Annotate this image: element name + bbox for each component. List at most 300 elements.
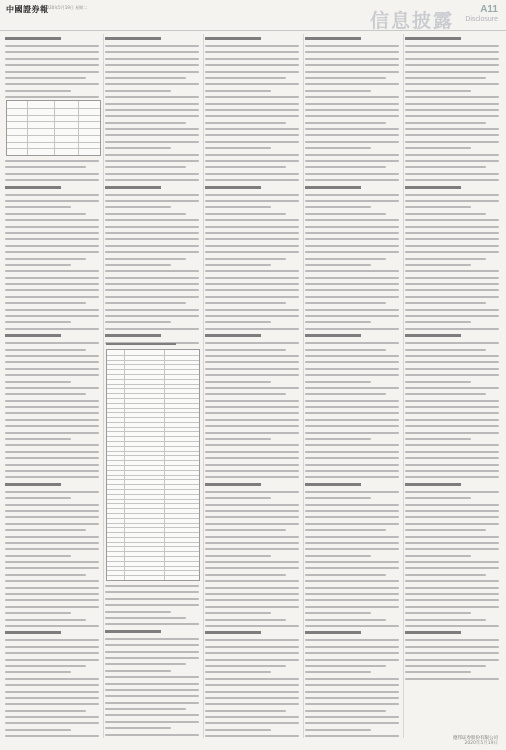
- text-line: [205, 419, 299, 421]
- text-line: [205, 194, 299, 196]
- text-line: [405, 464, 499, 466]
- text-line: [205, 697, 299, 699]
- table-row-rule: [107, 532, 199, 533]
- text-line: [105, 45, 199, 47]
- text-line: [105, 708, 186, 710]
- text-line: [105, 103, 199, 105]
- text-line: [5, 393, 86, 395]
- text-line: [5, 270, 99, 272]
- text-line: [205, 470, 299, 472]
- text-line: [305, 302, 386, 304]
- text-line: [305, 716, 399, 718]
- text-line: [305, 349, 386, 351]
- text-line: [405, 166, 486, 168]
- text-line: [205, 160, 299, 162]
- text-line: [405, 206, 471, 208]
- text-line: [305, 393, 386, 395]
- text-line: [205, 355, 299, 357]
- table-row-rule: [107, 470, 199, 471]
- text-line: [205, 37, 261, 40]
- table-row-rule: [107, 398, 199, 399]
- text-line: [205, 567, 299, 569]
- text-line: [405, 109, 499, 111]
- text-line: [5, 587, 99, 589]
- text-line: [405, 438, 471, 440]
- text-line: [305, 194, 399, 196]
- table-row-rule: [107, 503, 199, 504]
- text-line: [305, 697, 399, 699]
- text-line: [405, 580, 499, 582]
- text-line: [305, 374, 399, 376]
- text-line: [305, 612, 371, 614]
- text-line: [405, 232, 499, 234]
- text-line: [5, 51, 99, 53]
- text-line: [305, 510, 399, 512]
- text-line: [105, 714, 199, 716]
- text-line: [105, 623, 199, 625]
- table-row-rule: [107, 542, 199, 543]
- text-line: [205, 639, 299, 641]
- text-line: [5, 77, 86, 79]
- text-line: [405, 574, 486, 576]
- text-line: [5, 555, 71, 557]
- text-line: [5, 64, 99, 66]
- text-line: [5, 464, 99, 466]
- text-line: [405, 476, 499, 478]
- text-line: [205, 523, 299, 525]
- table-row-rule: [107, 408, 199, 409]
- text-line: [405, 400, 499, 402]
- text-line: [205, 491, 299, 493]
- table-row-rule: [107, 508, 199, 509]
- text-line: [205, 64, 299, 66]
- text-line: [405, 179, 499, 181]
- text-line: [205, 561, 299, 563]
- text-line: [305, 109, 399, 111]
- text-line: [305, 238, 399, 240]
- text-line: [205, 296, 299, 298]
- text-line: [305, 659, 399, 661]
- text-line: [305, 154, 399, 156]
- table-row-rule: [107, 479, 199, 480]
- text-line: [205, 245, 299, 247]
- text-line: [305, 703, 399, 705]
- text-line: [105, 321, 171, 323]
- text-line: [305, 710, 386, 712]
- text-line: [205, 368, 299, 370]
- text-line: [5, 483, 61, 486]
- text-line: [105, 644, 199, 646]
- table-col-rule: [124, 350, 125, 580]
- text-line: [205, 625, 299, 627]
- table-row-rule: [107, 360, 199, 361]
- data-table-1: [6, 100, 101, 156]
- text-line: [105, 128, 199, 130]
- text-line: [405, 561, 499, 563]
- text-line: [105, 245, 199, 247]
- text-line: [405, 45, 499, 47]
- text-line: [205, 722, 299, 724]
- text-line: [205, 393, 286, 395]
- text-line: [5, 504, 99, 506]
- text-line: [205, 128, 299, 130]
- newspaper-masthead: 中國證券報: [6, 4, 49, 14]
- text-line: [5, 381, 71, 383]
- page-subtitle: Disclosure: [465, 16, 498, 23]
- text-line: [305, 652, 399, 654]
- text-line: [405, 444, 499, 446]
- text-line: [405, 393, 486, 395]
- text-line: [5, 432, 99, 434]
- text-line: [105, 213, 186, 215]
- text-line: [5, 96, 99, 98]
- text-line: [205, 665, 286, 667]
- text-line: [205, 671, 271, 673]
- text-line: [5, 716, 99, 718]
- text-line: [305, 631, 361, 634]
- text-line: [5, 652, 99, 654]
- page-footer: [348, 736, 498, 746]
- text-line: [305, 561, 399, 563]
- text-line: [305, 134, 399, 136]
- text-line: [405, 173, 499, 175]
- text-line: [205, 283, 299, 285]
- text-line: [5, 451, 99, 453]
- table-row-rule: [107, 494, 199, 495]
- text-line: [205, 412, 299, 414]
- text-line: [205, 476, 299, 478]
- text-line: [305, 251, 399, 253]
- text-line: [405, 542, 499, 544]
- text-line: [305, 536, 399, 538]
- text-line: [305, 671, 371, 673]
- text-line: [205, 321, 271, 323]
- text-line: [305, 381, 371, 383]
- text-line: [205, 659, 299, 661]
- text-line: [105, 64, 199, 66]
- text-line: [305, 83, 399, 85]
- table-row-rule: [107, 551, 199, 552]
- text-line: [5, 523, 99, 525]
- text-line: [405, 457, 499, 459]
- text-line: [205, 716, 299, 718]
- text-line: [305, 206, 371, 208]
- text-line: [5, 361, 99, 363]
- text-line: [105, 585, 199, 587]
- text-line: [405, 406, 499, 408]
- text-line: [205, 451, 299, 453]
- table-caption: [106, 343, 176, 345]
- table-row-rule: [107, 412, 199, 413]
- text-line: [105, 71, 199, 73]
- text-line: [405, 103, 499, 105]
- text-line: [105, 122, 186, 124]
- text-line: [105, 219, 199, 221]
- text-line: [405, 606, 499, 608]
- text-line: [5, 251, 99, 253]
- text-line: [405, 652, 499, 654]
- data-table-2: [106, 349, 200, 581]
- text-line: [105, 676, 199, 678]
- text-line: [405, 497, 471, 499]
- text-line: [5, 400, 99, 402]
- text-line: [105, 232, 199, 234]
- text-line: [405, 646, 499, 648]
- text-line: [5, 368, 99, 370]
- text-line: [205, 232, 299, 234]
- text-line: [405, 432, 499, 434]
- text-line: [105, 657, 199, 659]
- text-line: [405, 58, 499, 60]
- text-line: [5, 309, 99, 311]
- text-line: [5, 45, 99, 47]
- text-line: [105, 226, 199, 228]
- text-line: [405, 665, 486, 667]
- text-line: [305, 51, 399, 53]
- text-line: [305, 166, 386, 168]
- table-row-rule: [107, 379, 199, 380]
- text-line: [205, 691, 299, 693]
- text-line: [405, 186, 461, 189]
- text-line: [105, 663, 186, 665]
- text-line: [5, 166, 86, 168]
- text-line: [105, 134, 199, 136]
- table-row-rule: [107, 403, 199, 404]
- text-line: [305, 122, 386, 124]
- text-line: [305, 258, 386, 260]
- table-row-rule: [107, 431, 199, 432]
- text-line: [105, 683, 199, 685]
- text-line: [205, 270, 299, 272]
- table-row-rule: [107, 527, 199, 528]
- table-row-rule: [107, 374, 199, 375]
- text-line: [205, 432, 299, 434]
- text-line: [405, 309, 499, 311]
- text-line: [105, 206, 171, 208]
- text-line: [205, 425, 299, 427]
- text-line: [205, 251, 299, 253]
- table-row-rule: [107, 489, 199, 490]
- text-line: [405, 523, 499, 525]
- table-row-rule: [107, 570, 199, 571]
- text-line: [5, 567, 99, 569]
- text-line: [405, 258, 486, 260]
- text-line: [405, 128, 499, 130]
- text-line: [205, 147, 271, 149]
- text-line: [405, 361, 499, 363]
- text-line: [305, 406, 399, 408]
- text-line: [305, 470, 399, 472]
- text-line: [205, 226, 299, 228]
- text-line: [205, 444, 299, 446]
- text-line: [305, 226, 399, 228]
- text-line: [405, 200, 499, 202]
- text-line: [105, 194, 199, 196]
- table-row-rule: [107, 484, 199, 485]
- text-line: [205, 510, 299, 512]
- text-line: [5, 639, 99, 641]
- text-line: [305, 361, 399, 363]
- text-line: [305, 587, 399, 589]
- text-line: [405, 219, 499, 221]
- text-line: [305, 504, 399, 506]
- text-line: [5, 612, 71, 614]
- text-line: [5, 631, 61, 634]
- text-line: [5, 334, 61, 337]
- text-line: [305, 270, 399, 272]
- text-line: [305, 77, 386, 79]
- text-line: [305, 321, 371, 323]
- text-line: [5, 619, 86, 621]
- text-line: [205, 109, 299, 111]
- text-line: [405, 251, 499, 253]
- text-line: [405, 315, 499, 317]
- text-line: [5, 444, 99, 446]
- text-line: [5, 264, 71, 266]
- text-line: [5, 457, 99, 459]
- table-row-rule: [107, 384, 199, 385]
- text-line: [405, 270, 499, 272]
- text-line: [405, 374, 499, 376]
- text-line: [105, 598, 199, 600]
- text-line: [405, 194, 499, 196]
- text-line: [205, 587, 299, 589]
- text-line: [305, 684, 399, 686]
- text-line: [305, 476, 399, 478]
- text-line: [205, 406, 299, 408]
- text-line: [405, 334, 461, 337]
- text-line: [205, 735, 299, 737]
- text-line: [305, 58, 399, 60]
- text-line: [205, 593, 299, 595]
- text-line: [5, 328, 99, 330]
- text-line: [405, 71, 499, 73]
- text-line: [205, 334, 261, 337]
- text-line: [405, 659, 499, 661]
- page-number: A11: [480, 4, 498, 15]
- text-line: [405, 96, 499, 98]
- text-line: [205, 179, 299, 181]
- text-line: [305, 729, 371, 731]
- text-line: [5, 593, 99, 595]
- text-line: [205, 438, 271, 440]
- text-line: [205, 483, 261, 486]
- table-col-rule: [78, 101, 79, 155]
- text-line: [405, 160, 499, 162]
- text-line: [5, 735, 99, 737]
- text-line: [5, 703, 99, 705]
- text-line: [5, 232, 99, 234]
- text-line: [105, 251, 199, 253]
- text-line: [105, 96, 199, 98]
- text-line: [405, 504, 499, 506]
- text-line: [405, 587, 499, 589]
- text-line: [5, 438, 71, 440]
- text-line: [205, 328, 299, 330]
- text-line: [5, 491, 99, 493]
- text-line: [5, 729, 71, 731]
- table-row-rule: [107, 561, 199, 562]
- text-line: [5, 412, 99, 414]
- table-row-rule: [107, 422, 199, 423]
- text-line: [205, 122, 286, 124]
- text-line: [405, 625, 499, 627]
- table-row-rule: [107, 460, 199, 461]
- text-line: [405, 671, 471, 673]
- text-line: [305, 639, 399, 641]
- text-line: [405, 245, 499, 247]
- text-line: [305, 128, 399, 130]
- text-line: [5, 355, 99, 357]
- text-line: [305, 368, 399, 370]
- text-line: [205, 729, 271, 731]
- text-line: [105, 611, 171, 613]
- text-line: [405, 154, 499, 156]
- text-line: [5, 258, 86, 260]
- text-line: [5, 238, 99, 240]
- text-line: [205, 504, 299, 506]
- text-line: [305, 37, 361, 40]
- text-line: [405, 470, 499, 472]
- text-line: [205, 497, 271, 499]
- text-line: [5, 536, 99, 538]
- text-line: [305, 665, 386, 667]
- text-line: [405, 277, 499, 279]
- text-line: [5, 219, 99, 221]
- text-line: [305, 619, 386, 621]
- text-column-3: [205, 34, 299, 740]
- text-line: [305, 542, 399, 544]
- text-line: [105, 695, 199, 697]
- text-line: [305, 646, 399, 648]
- text-line: [405, 321, 471, 323]
- text-line: [405, 419, 499, 421]
- text-line: [405, 226, 499, 228]
- text-line: [405, 619, 486, 621]
- text-line: [105, 51, 199, 53]
- text-line: [205, 342, 299, 344]
- text-line: [305, 213, 386, 215]
- section-title: 信息披露: [370, 10, 455, 32]
- text-line: [205, 302, 286, 304]
- text-line: [305, 432, 399, 434]
- text-line: [305, 606, 399, 608]
- text-line: [5, 160, 99, 162]
- text-line: [105, 604, 199, 606]
- text-line: [105, 702, 199, 704]
- text-line: [5, 599, 99, 601]
- text-line: [405, 289, 499, 291]
- text-line: [305, 574, 386, 576]
- text-line: [5, 425, 99, 427]
- text-line: [205, 599, 299, 601]
- text-line: [105, 296, 199, 298]
- text-line: [105, 721, 199, 723]
- text-line: [305, 580, 399, 582]
- text-line: [105, 289, 199, 291]
- text-line: [205, 678, 299, 680]
- text-line: [205, 71, 299, 73]
- text-line: [5, 194, 99, 196]
- text-line: [5, 684, 99, 686]
- text-line: [5, 606, 99, 608]
- text-line: [5, 529, 86, 531]
- text-line: [5, 497, 71, 499]
- text-line: [5, 213, 86, 215]
- text-line: [305, 599, 399, 601]
- text-line: [305, 179, 399, 181]
- table-row-rule: [107, 388, 199, 389]
